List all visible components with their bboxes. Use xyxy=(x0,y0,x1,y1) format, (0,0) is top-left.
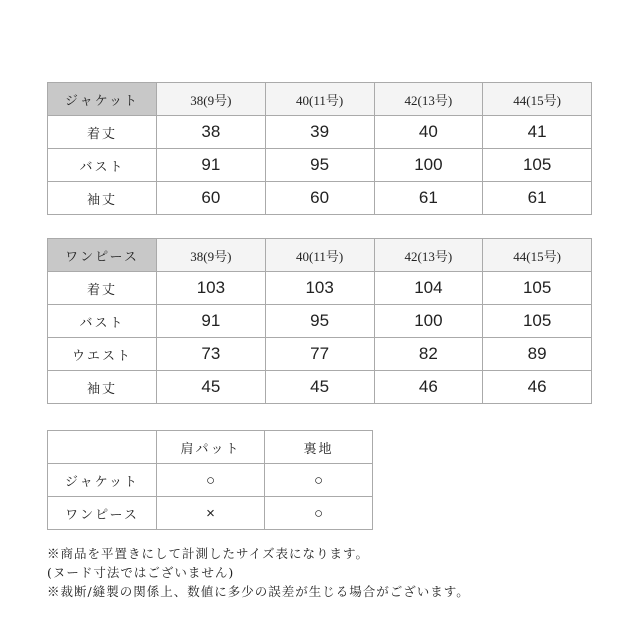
measurement-cell: 89 xyxy=(483,338,592,371)
note-1: ※商品を平置きにして計測したサイズ表になります。 xyxy=(47,546,370,561)
header-row xyxy=(48,83,592,116)
size-header: 44(15号) xyxy=(483,83,592,116)
column-header: 肩パット xyxy=(157,431,265,464)
measurement-cell: 82 xyxy=(374,338,483,371)
measurement-cell: 61 xyxy=(483,182,592,215)
row-label: バスト xyxy=(48,305,157,338)
measurement-cell: 61 xyxy=(374,182,483,215)
feature-mark: ○ xyxy=(265,497,373,530)
row-label: バスト xyxy=(48,149,157,182)
measurement-cell: 45 xyxy=(265,371,374,404)
row-label: 袖丈 xyxy=(48,371,157,404)
size-header: 42(13号) xyxy=(374,239,483,272)
row-label: ワンピース xyxy=(48,497,157,530)
measurement-cell: 105 xyxy=(483,149,592,182)
measurement-cell: 39 xyxy=(265,116,374,149)
table-row xyxy=(48,182,592,215)
measurement-cell: 41 xyxy=(483,116,592,149)
measurement-cell: 60 xyxy=(157,182,266,215)
size-header: 40(11号) xyxy=(265,83,374,116)
note-3: ※裁断/縫製の関係上、数値に多少の誤差が生じる場合がございます。 xyxy=(47,584,470,599)
measurement-cell: 91 xyxy=(157,305,266,338)
table-row xyxy=(48,272,592,305)
table-row xyxy=(48,371,592,404)
column-header: 裏地 xyxy=(265,431,373,464)
table-title: ジャケット xyxy=(48,83,157,116)
header-row xyxy=(48,431,373,464)
measurement-cell: 104 xyxy=(374,272,483,305)
measurement-cell: 60 xyxy=(265,182,374,215)
notes xyxy=(47,544,470,601)
row-label: ウエスト xyxy=(48,338,157,371)
measurement-cell: 100 xyxy=(374,149,483,182)
measurement-cell: 45 xyxy=(157,371,266,404)
measurement-cell: 77 xyxy=(265,338,374,371)
measurement-cell: 95 xyxy=(265,305,374,338)
measurement-cell: 95 xyxy=(265,149,374,182)
row-label: 着丈 xyxy=(48,272,157,305)
table-row xyxy=(48,497,373,530)
table-title: ワンピース xyxy=(48,239,157,272)
table-row xyxy=(48,305,592,338)
measurement-cell: 46 xyxy=(374,371,483,404)
measurement-cell: 46 xyxy=(483,371,592,404)
size-header: 44(15号) xyxy=(483,239,592,272)
table-row xyxy=(48,149,592,182)
note-2: (ヌード寸法ではございません) xyxy=(47,565,235,580)
feature-mark: ○ xyxy=(265,464,373,497)
table-row xyxy=(48,338,592,371)
size-header: 38(9号) xyxy=(157,83,266,116)
row-label: 着丈 xyxy=(48,116,157,149)
size-header: 40(11号) xyxy=(265,239,374,272)
feature-mark: ○ xyxy=(157,464,265,497)
measurement-cell: 40 xyxy=(374,116,483,149)
feature-mark: × xyxy=(157,497,265,530)
onepiece-size-table xyxy=(47,238,592,404)
measurement-cell: 105 xyxy=(483,305,592,338)
size-header: 38(9号) xyxy=(157,239,266,272)
measurement-cell: 73 xyxy=(157,338,266,371)
row-label: 袖丈 xyxy=(48,182,157,215)
features-table xyxy=(47,430,373,530)
measurement-cell: 105 xyxy=(483,272,592,305)
header-row xyxy=(48,239,592,272)
measurement-cell: 38 xyxy=(157,116,266,149)
jacket-size-table xyxy=(47,82,592,215)
table-row xyxy=(48,116,592,149)
measurement-cell: 103 xyxy=(265,272,374,305)
row-label: ジャケット xyxy=(48,464,157,497)
size-header: 42(13号) xyxy=(374,83,483,116)
table-row xyxy=(48,464,373,497)
measurement-cell: 100 xyxy=(374,305,483,338)
measurement-cell: 91 xyxy=(157,149,266,182)
column-header xyxy=(48,431,157,464)
measurement-cell: 103 xyxy=(157,272,266,305)
